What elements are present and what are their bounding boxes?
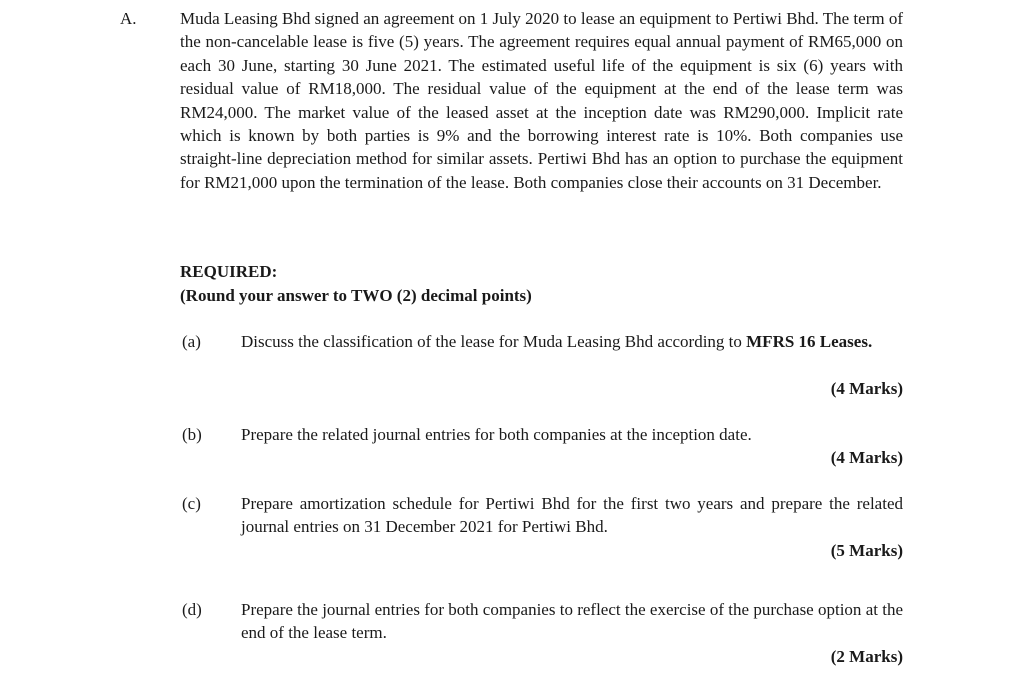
scenario-paragraph: Muda Leasing Bhd signed an agreement on 1 July 2020 to lease an equipment to Pertiwi Bhd. The term of the non-cancelable lease is five (5) years. The agreement requires equal annual payment of RM65,000 on each 30 June, starting 30 June 2021. The estimated useful life of the equipment is six (6) years with residual value of RM18,000. The residual value of the equipment at the end of the lease term was RM24,000. The market value of the leased asset at the inception date was RM290,000. Implicit rate which is known by both parties is 9% and the borrowing interest rate is 10%. Both companies use straight-line depreciation method for similar assets. Pertiwi Bhd has an option to purchase the equipment for RM21,000 upon the termination of the lease. Both companies close their accounts on 31 December. [180, 9, 903, 192]
question-a-label: (a) [182, 332, 201, 351]
question-b-label: (b) [182, 425, 202, 444]
question-d-label: (d) [182, 600, 202, 619]
required-block [180, 260, 532, 308]
question-b-text: Prepare the related journal entries for both companies at the inception date. [241, 425, 752, 444]
rounding-note: (Round your answer to TWO (2) decimal points) [180, 286, 532, 305]
question-c-label: (c) [182, 494, 201, 513]
required-heading: REQUIRED: [180, 262, 278, 281]
question-d-marks: (2 Marks) [830, 647, 903, 666]
question-b-marks: (4 Marks) [830, 448, 903, 467]
question-c-marks: (5 Marks) [830, 541, 903, 560]
question-a-standard: MFRS 16 Leases. [746, 332, 873, 351]
question-d-text: Prepare the journal entries for both companies to reflect the exercise of the purchase option at the end of the lease term. [241, 600, 903, 643]
section-letter: A. [120, 9, 137, 28]
question-a-body: Discuss the classification of the lease for Muda Leasing Bhd according to [241, 332, 747, 351]
question-c-text: Prepare amortization schedule for Pertiwi Bhd for the first two years and prepare the related journal entries on 31 December 2021 for Pertiwi Bhd. [241, 494, 903, 537]
question-a-text [241, 330, 903, 353]
question-a-marks: (4 Marks) [830, 379, 903, 398]
